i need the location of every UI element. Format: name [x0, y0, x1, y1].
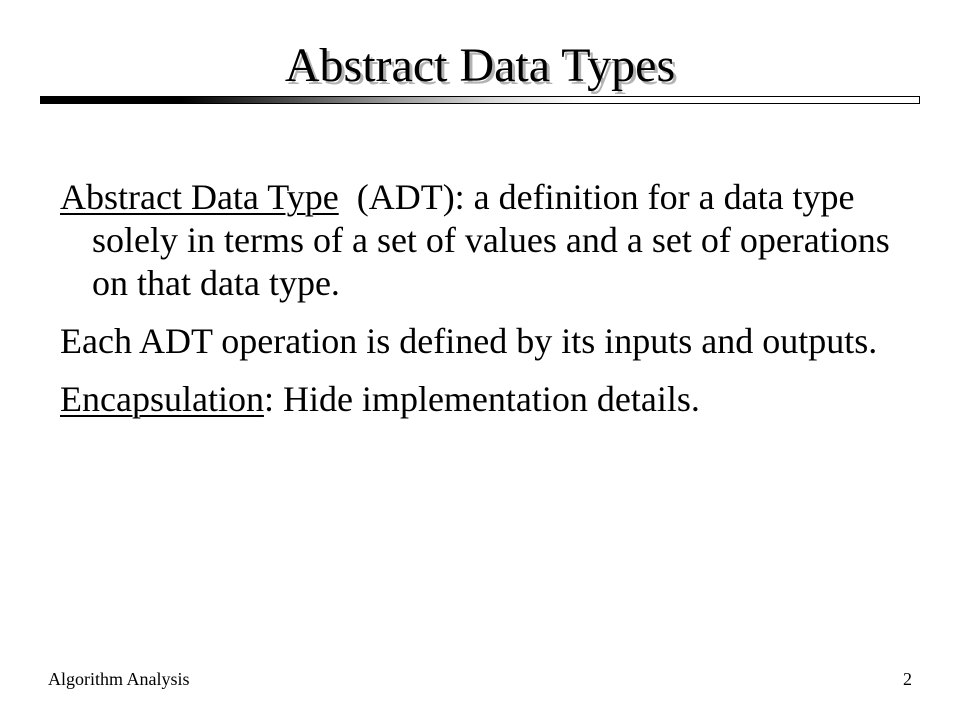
slide-title: Abstract Data Types [284, 39, 676, 92]
footer-course-label: Algorithm Analysis [48, 669, 190, 689]
slide-body [60, 176, 910, 436]
encapsulation-term: Encapsulation [60, 379, 264, 419]
encapsulation-paragraph [60, 378, 910, 421]
adt-operation-paragraph [60, 320, 910, 363]
adt-term: Abstract Data Type [60, 177, 339, 217]
adt-definition-text: (ADT): a definition for a data type solely in terms of a set of values and a set of operations on that data type. [92, 177, 899, 303]
footer-page-number: 2 [903, 669, 912, 689]
adt-definition-paragraph [60, 176, 910, 305]
encapsulation-text: : Hide implementation details. [263, 379, 700, 419]
title-underline-bar [40, 96, 920, 104]
adt-operation-text: Each ADT operation is defined by its inputs and outputs. [60, 321, 878, 361]
